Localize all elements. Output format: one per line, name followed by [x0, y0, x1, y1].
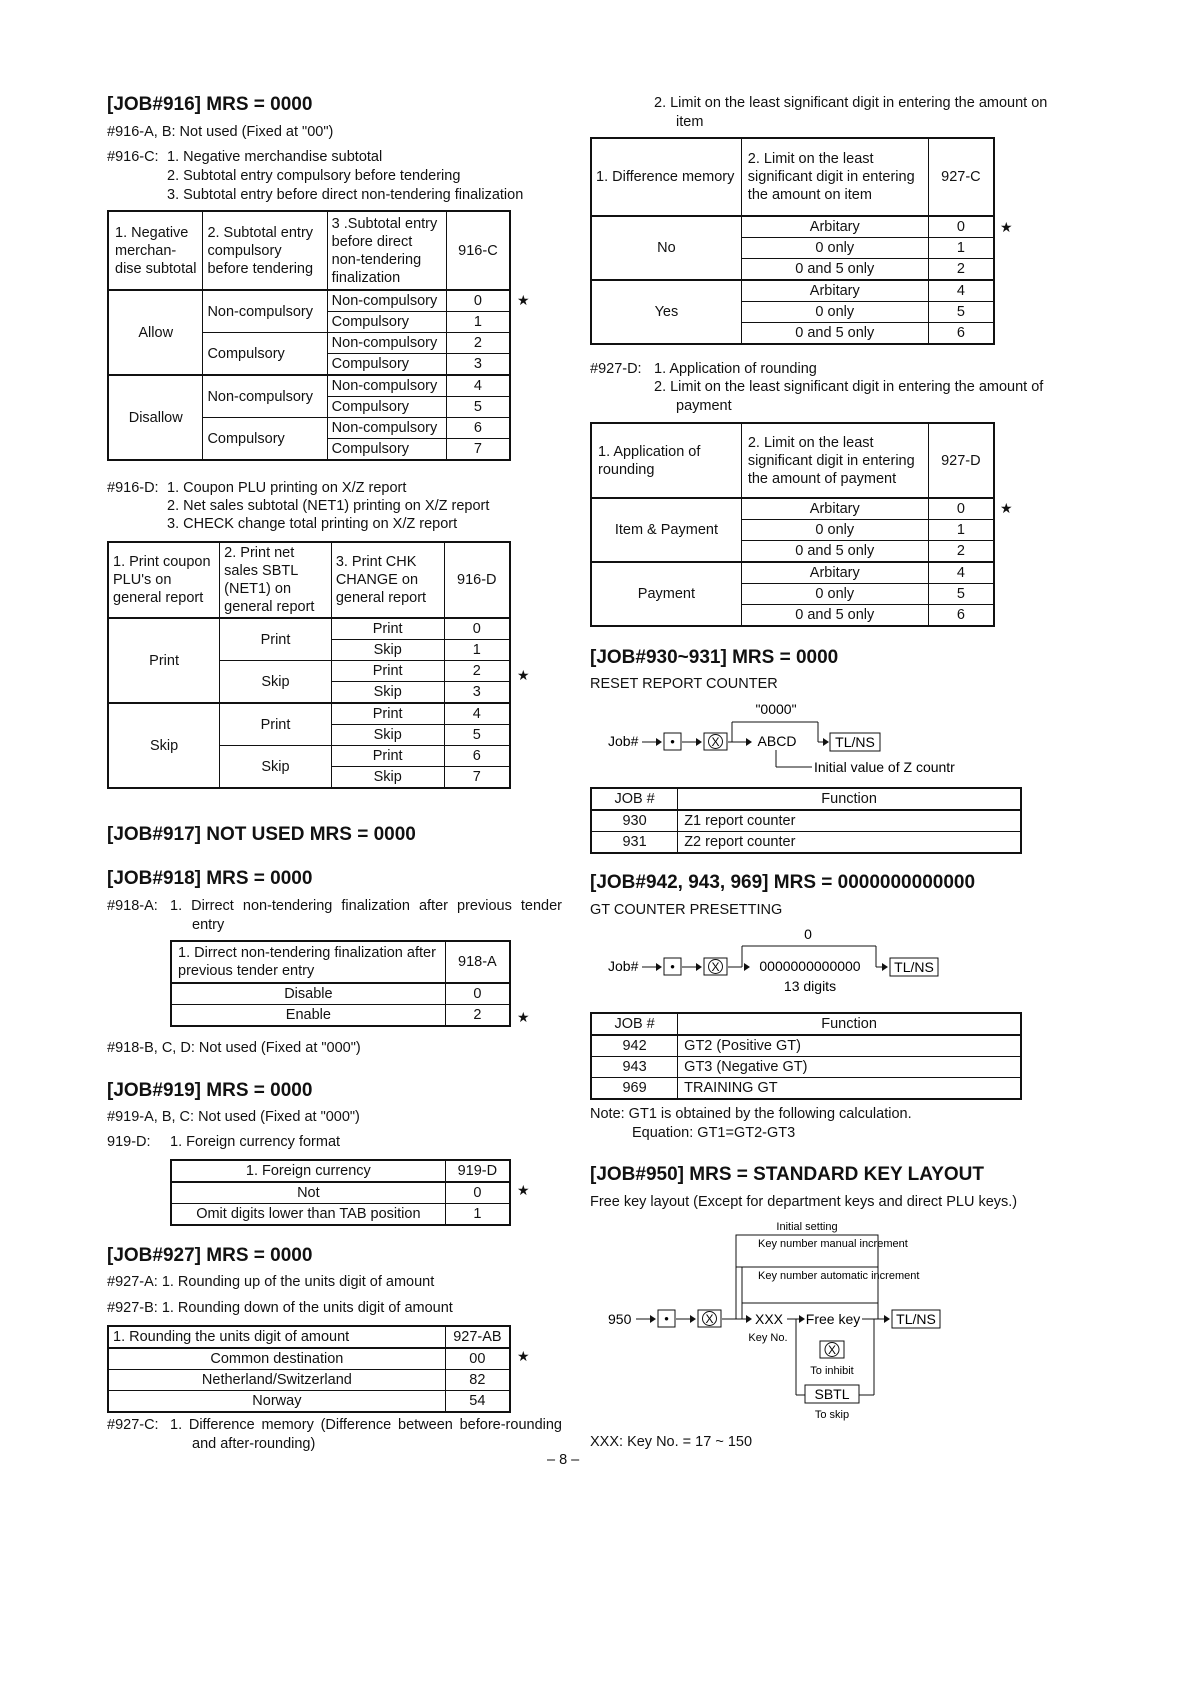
arrow-head-icon	[823, 738, 829, 746]
job927-c-prefix: #927-C:	[107, 1417, 159, 1433]
cell: Print	[331, 618, 444, 640]
arrow-head-icon	[746, 738, 752, 746]
cell: Compulsory	[327, 354, 446, 376]
code: 1	[446, 312, 510, 333]
col-header: 1. Negative merchan-dise subtotal	[108, 211, 203, 290]
default-star-icon: ★	[1000, 219, 1013, 235]
code: 5	[928, 302, 994, 323]
cell: Print	[331, 703, 444, 725]
cell: Skip	[220, 661, 332, 704]
job927-b-note: #927-B: 1. Rounding down of the units digit of amount	[107, 1300, 453, 1316]
flow-value-top: "0000"	[755, 701, 797, 717]
manual-increment-label: Key number manual increment	[758, 1238, 908, 1250]
cell: Common destination	[108, 1348, 445, 1370]
cell: 0 only	[741, 302, 928, 323]
cell: Non-compulsory	[327, 375, 446, 397]
code: 4	[444, 703, 510, 725]
job950-flow-diagram	[590, 1215, 1010, 1425]
default-star-icon: ★	[517, 1009, 530, 1025]
cell: Print	[331, 661, 444, 682]
job942-note-2: Equation: GT1=GT2-GT3	[632, 1125, 796, 1141]
arrow-head-icon	[884, 1315, 890, 1323]
job950-title: [JOB#950] MRS = STANDARD KEY LAYOUT	[590, 1164, 984, 1185]
cell: TRAINING GT	[678, 1078, 1021, 1100]
col-header: 1. Foreign currency	[171, 1160, 445, 1182]
job918-table	[170, 940, 511, 1027]
code: 4	[928, 562, 994, 584]
col-header: 3. Print CHK CHANGE on general report	[331, 542, 444, 618]
cell: GT2 (Positive GT)	[678, 1035, 1021, 1057]
col-header: Function	[678, 1013, 1021, 1035]
code: 5	[446, 397, 510, 418]
code: 4	[928, 280, 994, 302]
flow-caption: Initial value of Z countr	[814, 759, 955, 775]
code: 0	[445, 983, 510, 1005]
job919-abc-note: #919-A, B, C: Not used (Fixed at "000")	[107, 1109, 360, 1125]
col-header: JOB #	[591, 1013, 678, 1035]
default-star-icon: ★	[517, 667, 530, 683]
flow-caption: 13 digits	[783, 978, 837, 994]
flow-value: 0000000000000	[759, 958, 861, 974]
cell: 0 and 5 only	[741, 541, 928, 563]
arrow-head-icon	[744, 963, 750, 971]
job927-a-note: #927-A: 1. Rounding up of the units digit of amount	[107, 1274, 435, 1290]
cell: 969	[591, 1078, 678, 1100]
arrow-head-icon	[696, 963, 702, 971]
default-star-icon: ★	[517, 1182, 530, 1198]
job916-d-prefix: #916-D:	[107, 480, 159, 496]
cell: Print	[331, 746, 444, 767]
cell: Print	[220, 618, 332, 661]
col-header: 2. Limit on the least significant digit in entering the amount of payment	[741, 423, 928, 498]
code: 2	[446, 333, 510, 354]
code: 2	[444, 661, 510, 682]
cell: Omit digits lower than TAB position	[171, 1204, 445, 1226]
job916-d-table	[107, 541, 511, 789]
flow-value-top: 0	[804, 926, 812, 942]
auto-increment-label: Key number automatic increment	[758, 1270, 920, 1282]
job930-flow-diagram	[590, 698, 1000, 780]
col-header: 3 .Subtotal entry before direct non-tendering finalization	[327, 211, 446, 290]
cell: Z2 report counter	[678, 832, 1021, 854]
cell: 931	[591, 832, 678, 854]
job918-a-item: 1. Dirrect non-tendering finalization after previous tender entry	[170, 898, 562, 933]
page-number: – 8 –	[547, 1452, 580, 1468]
cell: Non-compulsory	[327, 290, 446, 312]
col-header: 927-AB	[445, 1326, 510, 1348]
cell: Non-compulsory	[203, 375, 327, 418]
col-header: 1. Application of rounding	[591, 423, 741, 498]
cell: Payment	[591, 562, 741, 626]
col-header: Function	[678, 788, 1021, 810]
xxx-label: XXX	[754, 1311, 784, 1327]
cell: 0 and 5 only	[741, 605, 928, 627]
arrow-head-icon	[656, 963, 662, 971]
cell: Z1 report counter	[678, 810, 1021, 832]
job930-subtitle: RESET REPORT COUNTER	[590, 676, 778, 692]
tl-ns-key-label: TL/NS	[896, 1311, 936, 1327]
job927-title: [JOB#927] MRS = 0000	[107, 1245, 313, 1266]
cell: Skip	[331, 767, 444, 789]
code: 1	[928, 238, 994, 259]
job918-a-prefix: #918-A:	[107, 898, 158, 914]
cell: 0 and 5 only	[741, 323, 928, 345]
code: 6	[446, 418, 510, 439]
arrow-head-icon	[746, 1315, 752, 1323]
default-star-icon: ★	[1000, 500, 1013, 516]
dot-key-label: •	[670, 959, 675, 974]
job916-d-item-1: 1. Coupon PLU printing on X/Z report	[167, 480, 407, 496]
code: 0	[928, 498, 994, 520]
cell: Non-compulsory	[327, 418, 446, 439]
cell: Skip	[331, 682, 444, 704]
arrow-head-icon	[696, 738, 702, 746]
x-key-label: X	[827, 1343, 837, 1357]
cell: 943	[591, 1057, 678, 1078]
col-header: 927-D	[928, 423, 994, 498]
flow-start-label: 950	[608, 1311, 632, 1327]
cell: Non-compulsory	[327, 333, 446, 354]
col-header: JOB #	[591, 788, 678, 810]
arrow-head-icon	[799, 1315, 805, 1323]
cell: Print	[220, 703, 332, 746]
cell: 942	[591, 1035, 678, 1057]
code: 54	[445, 1391, 510, 1413]
job916-c-item-3: 3. Subtotal entry before direct non-tendering finalization	[167, 187, 524, 203]
code: 1	[445, 1204, 510, 1226]
col-header: 919-D	[445, 1160, 510, 1182]
x-key-label: X	[711, 960, 720, 974]
col-header: 918-A	[445, 941, 510, 983]
job942-flow-diagram	[590, 924, 1000, 1000]
job927-d-table	[590, 422, 995, 627]
arrow-head-icon	[656, 738, 662, 746]
col-header: 1. Dirrect non-tendering finalization after previous tender entry	[171, 941, 445, 983]
job916-d-item-2: 2. Net sales subtotal (NET1) printing on X/Z report	[167, 498, 490, 514]
code: 82	[445, 1370, 510, 1391]
job916-c-item-2: 2. Subtotal entry compulsory before tendering	[167, 168, 461, 184]
col-header: 1. Difference memory	[591, 138, 741, 216]
code: 1	[444, 640, 510, 661]
code: 0	[445, 1182, 510, 1204]
cell: No	[591, 216, 741, 280]
job916-ab-note: #916-A, B: Not used (Fixed at "00")	[107, 124, 334, 140]
sbtl-key-label: SBTL	[814, 1386, 850, 1402]
job942-note-1: Note: GT1 is obtained by the following calculation.	[590, 1106, 912, 1122]
default-star-icon: ★	[517, 1348, 530, 1364]
cell: 0 only	[741, 520, 928, 541]
job927-ab-table	[107, 1325, 511, 1413]
job916-d-item-3: 3. CHECK change total printing on X/Z report	[167, 516, 458, 532]
cell: Skip	[108, 703, 220, 788]
job927-c-item-2: 2. Limit on the least significant digit in entering the amount on item	[654, 95, 1048, 130]
job927-d-prefix: #927-D:	[590, 361, 642, 377]
job919-d-item: 1. Foreign currency format	[170, 1134, 341, 1150]
to-inhibit-label: To inhibit	[810, 1365, 854, 1377]
job917-title: [JOB#917] NOT USED MRS = 0000	[107, 824, 416, 845]
flow-start-label: Job#	[608, 733, 639, 749]
job942-subtitle: GT COUNTER PRESETTING	[590, 902, 783, 918]
job918-title: [JOB#918] MRS = 0000	[107, 868, 313, 889]
cell: Arbitary	[741, 498, 928, 520]
dot-key-label: •	[670, 734, 675, 749]
code: 0	[928, 216, 994, 238]
code: 2	[928, 259, 994, 281]
cell: Netherland/Switzerland	[108, 1370, 445, 1391]
cell: Skip	[331, 640, 444, 661]
cell: Arbitary	[741, 216, 928, 238]
arrow-head-icon	[650, 1315, 656, 1323]
cell: Not	[171, 1182, 445, 1204]
cell: Skip	[220, 746, 332, 789]
code: 7	[444, 767, 510, 789]
default-star-icon: ★	[517, 292, 530, 308]
cell: Compulsory	[327, 397, 446, 418]
cell: 0 only	[741, 584, 928, 605]
code: 1	[928, 520, 994, 541]
col-header: 916-C	[446, 211, 510, 290]
job950-footnote: XXX: Key No. = 17 ~ 150	[590, 1434, 753, 1450]
code: 0	[446, 290, 510, 312]
cell: Item & Payment	[591, 498, 741, 562]
cell: Skip	[331, 725, 444, 746]
code: 7	[446, 439, 510, 461]
job916-c-table	[107, 210, 511, 461]
cell: 0 and 5 only	[741, 259, 928, 281]
tl-ns-key-label: TL/NS	[835, 734, 875, 750]
col-header: 1. Print coupon PLU's on general report	[108, 542, 220, 618]
job919-table	[170, 1159, 511, 1226]
job919-d-prefix: 919-D:	[107, 1134, 151, 1150]
col-header: 1. Rounding the units digit of amount	[108, 1326, 445, 1348]
cell: Disallow	[108, 375, 203, 460]
code: 6	[928, 605, 994, 627]
cell: Disable	[171, 983, 445, 1005]
dot-key-label: •	[664, 1311, 669, 1326]
cell: Arbitary	[741, 280, 928, 302]
job950-subtitle: Free key layout (Except for department keys and direct PLU keys.)	[590, 1194, 1018, 1210]
to-skip-label: To skip	[814, 1409, 850, 1421]
col-header: 927-C	[928, 138, 994, 216]
cell: GT3 (Negative GT)	[678, 1057, 1021, 1078]
code: 6	[928, 323, 994, 345]
job942-table	[590, 1012, 1022, 1100]
cell: Compulsory	[327, 312, 446, 333]
arrow-head-icon	[882, 963, 888, 971]
job916-c-item-1: 1. Negative merchandise subtotal	[167, 149, 383, 165]
x-key-label: X	[705, 1312, 714, 1326]
cell: Enable	[171, 1005, 445, 1027]
cell: 0 only	[741, 238, 928, 259]
job927-c-table	[590, 137, 995, 345]
job916-c-prefix: #916-C:	[107, 149, 159, 165]
job927-c-item-1: 1. Difference memory (Difference between before-rounding and after-rounding)	[170, 1417, 562, 1452]
code: 3	[444, 682, 510, 704]
flow-start-label: Job#	[608, 958, 639, 974]
col-header: 2. Print net sales SBTL (NET1) on general report	[220, 542, 332, 618]
cell: Yes	[591, 280, 741, 344]
cell: Norway	[108, 1391, 445, 1413]
col-header: 916-D	[444, 542, 510, 618]
code: 5	[928, 584, 994, 605]
job918-bcd-note: #918-B, C, D: Not used (Fixed at "000")	[107, 1040, 361, 1056]
cell: Non-compulsory	[203, 290, 327, 333]
initial-setting-label: Initial setting	[776, 1221, 838, 1233]
job930-title: [JOB#930~931] MRS = 0000	[590, 647, 839, 668]
x-key-label: X	[711, 735, 720, 749]
job927-d-item-1: 1. Application of rounding	[654, 361, 817, 377]
job919-title: [JOB#919] MRS = 0000	[107, 1080, 313, 1101]
free-key-label: Free key	[805, 1311, 861, 1327]
job916-title: [JOB#916] MRS = 0000	[107, 94, 313, 115]
key-no-label: Key No.	[748, 1332, 788, 1344]
cell: 930	[591, 810, 678, 832]
cell: Compulsory	[203, 333, 327, 376]
cell: Compulsory	[327, 439, 446, 461]
code: 0	[444, 618, 510, 640]
job942-title: [JOB#942, 943, 969] MRS = 0000000000000	[590, 872, 976, 893]
code: 00	[445, 1348, 510, 1370]
flow-value: ABCD	[757, 733, 797, 749]
job927-d-item-2: 2. Limit on the least significant digit in entering the amount of payment	[654, 379, 1044, 414]
cell: Compulsory	[203, 418, 327, 461]
job930-table	[590, 787, 1022, 854]
code: 2	[928, 541, 994, 563]
col-header: 2. Limit on the least significant digit in entering the amount on item	[741, 138, 928, 216]
code: 5	[444, 725, 510, 746]
code: 4	[446, 375, 510, 397]
code: 3	[446, 354, 510, 376]
arrow-head-icon	[690, 1315, 696, 1323]
tl-ns-key-label: TL/NS	[894, 959, 934, 975]
code: 2	[445, 1005, 510, 1027]
cell: Allow	[108, 290, 203, 375]
cell: Arbitary	[741, 562, 928, 584]
code: 6	[444, 746, 510, 767]
cell: Print	[108, 618, 220, 703]
col-header: 2. Subtotal entry compulsory before tendering	[203, 211, 327, 290]
